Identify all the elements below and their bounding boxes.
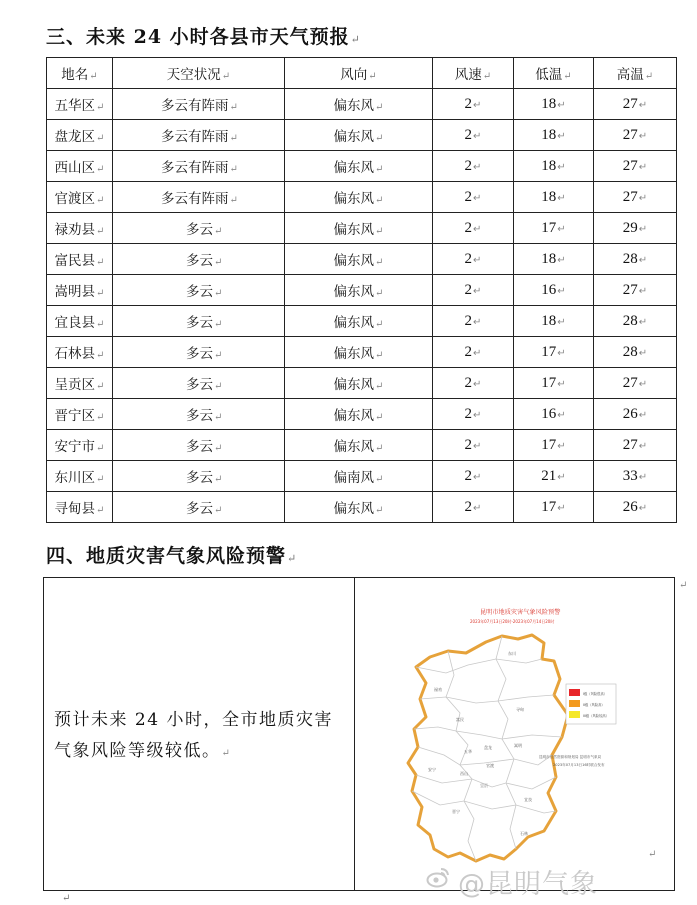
table-row bbox=[47, 120, 677, 151]
map-issuer: 昆明市自然资源和规划局 昆明市气象局 bbox=[539, 755, 602, 759]
map-title: 昆明市地质灾害气象风险预警 bbox=[480, 609, 561, 616]
header-sky: 天空状况↵ bbox=[113, 58, 285, 89]
cell-wind-speed: 2↵ bbox=[433, 399, 514, 430]
cell-sky: 多云有阵雨↵ bbox=[113, 151, 285, 182]
cell-high: 33↵ bbox=[594, 461, 677, 492]
paragraph-mark: ↵ bbox=[648, 849, 657, 860]
cell-wind-speed: 2↵ bbox=[433, 368, 514, 399]
cell-sky: 多云↵ bbox=[113, 399, 285, 430]
table-row bbox=[47, 399, 677, 430]
map-label: 西山 bbox=[460, 771, 468, 776]
map-label: 宜良 bbox=[524, 797, 532, 802]
cell-wind-speed: 2↵ bbox=[433, 306, 514, 337]
map-label: 石林 bbox=[520, 831, 528, 836]
cell-wind-speed: 2↵ bbox=[433, 430, 514, 461]
cell-sky: 多云↵ bbox=[113, 275, 285, 306]
cell-wind-speed: 2↵ bbox=[433, 492, 514, 523]
cell-wind-dir: 偏东风↵ bbox=[285, 244, 433, 275]
cell-high: 27↵ bbox=[594, 182, 677, 213]
cell-place: 嵩明县↵ bbox=[47, 275, 113, 306]
cell-wind-dir: 偏东风↵ bbox=[285, 399, 433, 430]
paragraph-mark: ↵ bbox=[679, 580, 688, 591]
cell-low: 18↵ bbox=[514, 120, 594, 151]
geo-hazard-text: 预计未来 24 小时，全市地质灾害气象风险等级较低。↵ bbox=[54, 710, 333, 761]
cell-high: 27↵ bbox=[594, 275, 677, 306]
legend-swatch-3 bbox=[569, 711, 580, 718]
cell-high: 27↵ bbox=[594, 368, 677, 399]
weather-forecast-table bbox=[46, 57, 677, 523]
cell-place: 寻甸县↵ bbox=[47, 492, 113, 523]
cell-low: 17↵ bbox=[514, 430, 594, 461]
cell-place: 西山区↵ bbox=[47, 151, 113, 182]
paragraph-mark: ↵ bbox=[62, 893, 71, 904]
cell-place: 安宁市↵ bbox=[47, 430, 113, 461]
header-low: 低温↵ bbox=[514, 58, 594, 89]
legend-label-2: II级（风险高） bbox=[583, 703, 605, 707]
weibo-logo-icon bbox=[426, 866, 450, 888]
cell-low: 17↵ bbox=[514, 492, 594, 523]
table-row bbox=[47, 213, 677, 244]
map-legend bbox=[566, 684, 616, 724]
cell-sky: 多云↵ bbox=[113, 244, 285, 275]
table-header-row bbox=[47, 58, 677, 89]
cell-sky: 多云↵ bbox=[113, 213, 285, 244]
cell-high: 26↵ bbox=[594, 492, 677, 523]
map-label: 寻甸 bbox=[516, 707, 524, 712]
cell-wind-dir: 偏东风↵ bbox=[285, 430, 433, 461]
cell-high: 27↵ bbox=[594, 89, 677, 120]
cell-wind-speed: 2↵ bbox=[433, 89, 514, 120]
watermark: @昆明气象 bbox=[458, 869, 598, 900]
header-place: 地名↵ bbox=[47, 58, 113, 89]
section3-title: 三、未来 24 小时各县市天气预报↵ bbox=[46, 26, 361, 48]
table-row bbox=[47, 337, 677, 368]
cell-wind-dir: 偏东风↵ bbox=[285, 306, 433, 337]
cell-sky: 多云有阵雨↵ bbox=[113, 182, 285, 213]
cell-wind-dir: 偏东风↵ bbox=[285, 368, 433, 399]
legend-label-3: III级（风险较高） bbox=[583, 714, 609, 718]
legend-swatch-1 bbox=[569, 689, 580, 696]
cell-sky: 多云有阵雨↵ bbox=[113, 89, 285, 120]
table-row bbox=[47, 275, 677, 306]
cell-wind-speed: 2↵ bbox=[433, 275, 514, 306]
table-row bbox=[47, 151, 677, 182]
cell-sky: 多云↵ bbox=[113, 430, 285, 461]
cell-place: 盘龙区↵ bbox=[47, 120, 113, 151]
cell-wind-dir: 偏东风↵ bbox=[285, 151, 433, 182]
cell-wind-speed: 2↵ bbox=[433, 337, 514, 368]
map-label: 五华 bbox=[464, 749, 472, 754]
cell-place: 五华区↵ bbox=[47, 89, 113, 120]
cell-wind-speed: 2↵ bbox=[433, 120, 514, 151]
table-row bbox=[47, 492, 677, 523]
table-row bbox=[47, 306, 677, 337]
map-period: 2023年07月13日20时-2023年07月14日20时 bbox=[470, 619, 555, 624]
map-label: 晋宁 bbox=[452, 809, 460, 814]
cell-wind-dir: 偏东风↵ bbox=[285, 182, 433, 213]
cell-sky: 多云有阵雨↵ bbox=[113, 120, 285, 151]
cell-low: 18↵ bbox=[514, 306, 594, 337]
cell-sky: 多云↵ bbox=[113, 337, 285, 368]
cell-wind-dir: 偏东风↵ bbox=[285, 213, 433, 244]
geo-risk-map bbox=[356, 579, 674, 889]
cell-sky: 多云↵ bbox=[113, 368, 285, 399]
cell-low: 16↵ bbox=[514, 399, 594, 430]
cell-wind-dir: 偏东风↵ bbox=[285, 275, 433, 306]
cell-low: 17↵ bbox=[514, 213, 594, 244]
cell-wind-speed: 2↵ bbox=[433, 182, 514, 213]
cell-wind-speed: 2↵ bbox=[433, 244, 514, 275]
legend-label-1: I级（风险很高） bbox=[583, 692, 608, 696]
header-wind-dir: 风向↵ bbox=[285, 58, 433, 89]
cell-place: 呈贡区↵ bbox=[47, 368, 113, 399]
cell-place: 宜良县↵ bbox=[47, 306, 113, 337]
box-divider bbox=[354, 578, 355, 890]
cell-high: 29↵ bbox=[594, 213, 677, 244]
cell-place: 石林县↵ bbox=[47, 337, 113, 368]
map-issued: 2023年07月13日16时联合发布 bbox=[553, 763, 605, 767]
cell-low: 21↵ bbox=[514, 461, 594, 492]
cell-wind-speed: 2↵ bbox=[433, 151, 514, 182]
cell-wind-dir: 偏东风↵ bbox=[285, 337, 433, 368]
header-wind-speed: 风速↵ bbox=[433, 58, 514, 89]
map-label: 官渡 bbox=[486, 763, 494, 768]
table-row bbox=[47, 430, 677, 461]
map-label: 富民 bbox=[456, 717, 464, 722]
cell-wind-dir: 偏南风↵ bbox=[285, 461, 433, 492]
table-row bbox=[47, 368, 677, 399]
map-label: 禄劝 bbox=[434, 687, 442, 692]
map-label: 盘龙 bbox=[484, 745, 492, 750]
cell-low: 18↵ bbox=[514, 182, 594, 213]
table-row bbox=[47, 461, 677, 492]
cell-high: 28↵ bbox=[594, 306, 677, 337]
cell-high: 28↵ bbox=[594, 244, 677, 275]
cell-sky: 多云↵ bbox=[113, 461, 285, 492]
legend-swatch-2 bbox=[569, 700, 580, 707]
cell-wind-dir: 偏东风↵ bbox=[285, 89, 433, 120]
map-label: 东川 bbox=[508, 651, 516, 656]
cell-place: 禄劝县↵ bbox=[47, 213, 113, 244]
cell-low: 18↵ bbox=[514, 89, 594, 120]
cell-wind-dir: 偏东风↵ bbox=[285, 120, 433, 151]
cell-high: 27↵ bbox=[594, 151, 677, 182]
cell-sky: 多云↵ bbox=[113, 492, 285, 523]
cell-place: 东川区↵ bbox=[47, 461, 113, 492]
cell-low: 16↵ bbox=[514, 275, 594, 306]
cell-high: 28↵ bbox=[594, 337, 677, 368]
cell-place: 官渡区↵ bbox=[47, 182, 113, 213]
cell-low: 18↵ bbox=[514, 244, 594, 275]
section4-title: 四、地质灾害气象风险预警↵ bbox=[46, 545, 298, 567]
cell-low: 17↵ bbox=[514, 337, 594, 368]
cell-low: 18↵ bbox=[514, 151, 594, 182]
map-label: 嵩明 bbox=[514, 743, 522, 748]
map-label: 安宁 bbox=[428, 767, 436, 772]
cell-high: 26↵ bbox=[594, 399, 677, 430]
table-row bbox=[47, 244, 677, 275]
geo-hazard-box bbox=[43, 577, 675, 891]
cell-sky: 多云↵ bbox=[113, 306, 285, 337]
cell-place: 富民县↵ bbox=[47, 244, 113, 275]
map-label: 呈贡 bbox=[480, 783, 488, 788]
cell-wind-speed: 2↵ bbox=[433, 213, 514, 244]
header-high: 高温↵ bbox=[594, 58, 677, 89]
cell-high: 27↵ bbox=[594, 120, 677, 151]
table-row bbox=[47, 89, 677, 120]
cell-wind-dir: 偏东风↵ bbox=[285, 492, 433, 523]
cell-place: 晋宁区↵ bbox=[47, 399, 113, 430]
cell-low: 17↵ bbox=[514, 368, 594, 399]
cell-wind-speed: 2↵ bbox=[433, 461, 514, 492]
table-row bbox=[47, 182, 677, 213]
cell-high: 27↵ bbox=[594, 430, 677, 461]
